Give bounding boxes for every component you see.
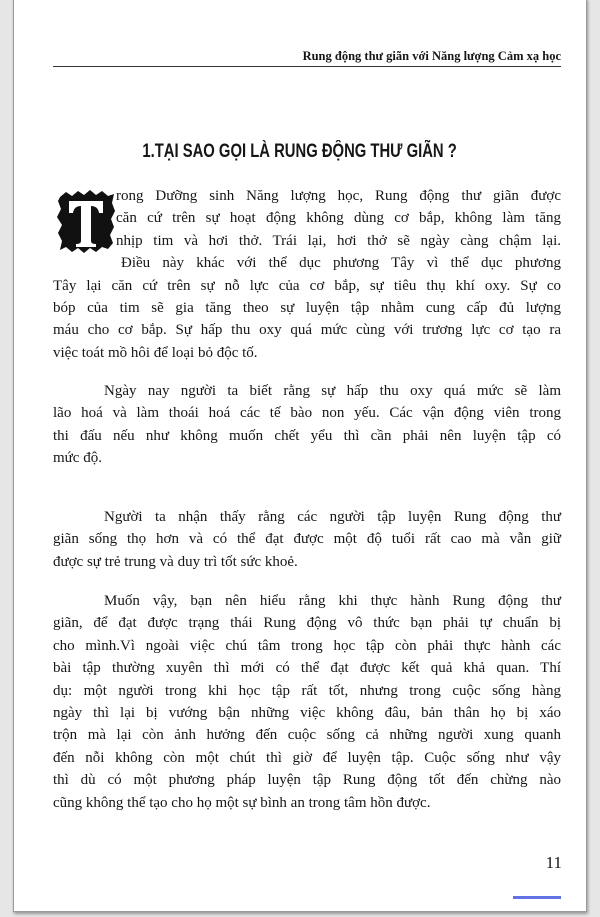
text-line: bài tập thường xuyên thì mới có thể đạt được kết quả khả quan. Thí (53, 660, 561, 677)
text-line: trộn mà lại còn ảnh hưởng đến cuộc sống cả những người xung quanh (53, 727, 561, 744)
text-line: Người ta nhận thấy rằng các người tập luyện Rung động thư (104, 509, 561, 525)
text-line: ngày thì lại bị vướng bận những việc không đâu, bản thân họ bị xáo (53, 704, 561, 721)
text-line: thì dù có một phương pháp luyện tập Rung động tốt đến chừng nào (53, 772, 561, 789)
paragraph-1 (53, 185, 561, 364)
header-rule (53, 66, 561, 67)
section-title-text: 1.TẠI SAO GỌI LÀ RUNG ĐỘNG THƯ GIÃN ? (142, 141, 458, 162)
text-line: việc toát mồ hôi để loại bỏ độc tố. (53, 344, 258, 361)
text-line: giãn, để đạt được trạng thái Rung động vô thức bạn phải tự chuẩn bị (53, 615, 561, 632)
text-line: cũng không thể tạo cho họ một sự bình an trong tâm hồn được. (53, 794, 431, 811)
text-line: rong Dưỡng sinh Năng lượng học, Rung động thư giãn được (116, 188, 561, 204)
text-line: dụ: một người trong khi học tập rất tốt, nhưng trong cuộc sống hàng (53, 682, 561, 699)
paragraph-4 (53, 590, 561, 814)
running-header: Rung động thư giãn với Năng lượng Cảm xạ học (302, 49, 561, 63)
watermark-link[interactable] (513, 896, 561, 899)
text-line: Tây lại căn cứ trên sự nỗ lực của cơ bắp, sự tiêu thụ khí oxy. Sự co (53, 277, 561, 294)
paragraph-3 (53, 506, 561, 573)
paragraph-2 (53, 380, 561, 470)
text-line: nhịp tim và hơi thở. Trái lại, hơi thở sẽ ngày càng chậm lại. (116, 232, 561, 249)
book-page (13, 0, 587, 912)
text-line: cho mình.Vì ngoài việc chú tâm trong học tập còn phải thực hành các (53, 637, 561, 654)
text-line: thi đấu nếu như không muốn chết yểu thì cần phải nên luyện tập có (53, 427, 561, 444)
text-line: máu cho cơ bắp. Sự hấp thu oxy quá mức cùng với trương lực cơ tạo ra (53, 322, 561, 339)
page-number: 11 (545, 853, 562, 872)
text-line: Điều này khác với thể dục phương Tây vì thể dục phương (121, 255, 561, 272)
text-line: đến nỗi không còn một chút thì giờ để luyện tập. Cuộc sống như vậy (53, 749, 561, 766)
text-line: mức độ. (53, 450, 102, 467)
text-line: Muốn vậy, bạn nên hiểu rằng khi thực hành Rung động thư (104, 593, 561, 609)
text-line: giãn sống thọ hơn và có thể đạt được một độ tuổi rất cao mà vẫn giữ (53, 531, 561, 548)
text-line: Ngày nay người ta biết rằng sự hấp thu oxy quá mức sẽ làm (104, 383, 561, 399)
text-line: căn cứ trên sự hoạt động không dùng cơ bắp, không làm tăng (116, 210, 561, 227)
text-line: bóp của tim sẽ gia tăng theo sự luyện tập nhằm cung cấp đủ lượng (53, 299, 561, 316)
text-line: lão hoá và làm thoái hoá các tế bào non yếu. Các vận động viên trong (53, 405, 561, 422)
text-line: được sự trẻ trung và duy trì tốt sức khoẻ. (53, 553, 298, 570)
section-title (14, 141, 586, 163)
